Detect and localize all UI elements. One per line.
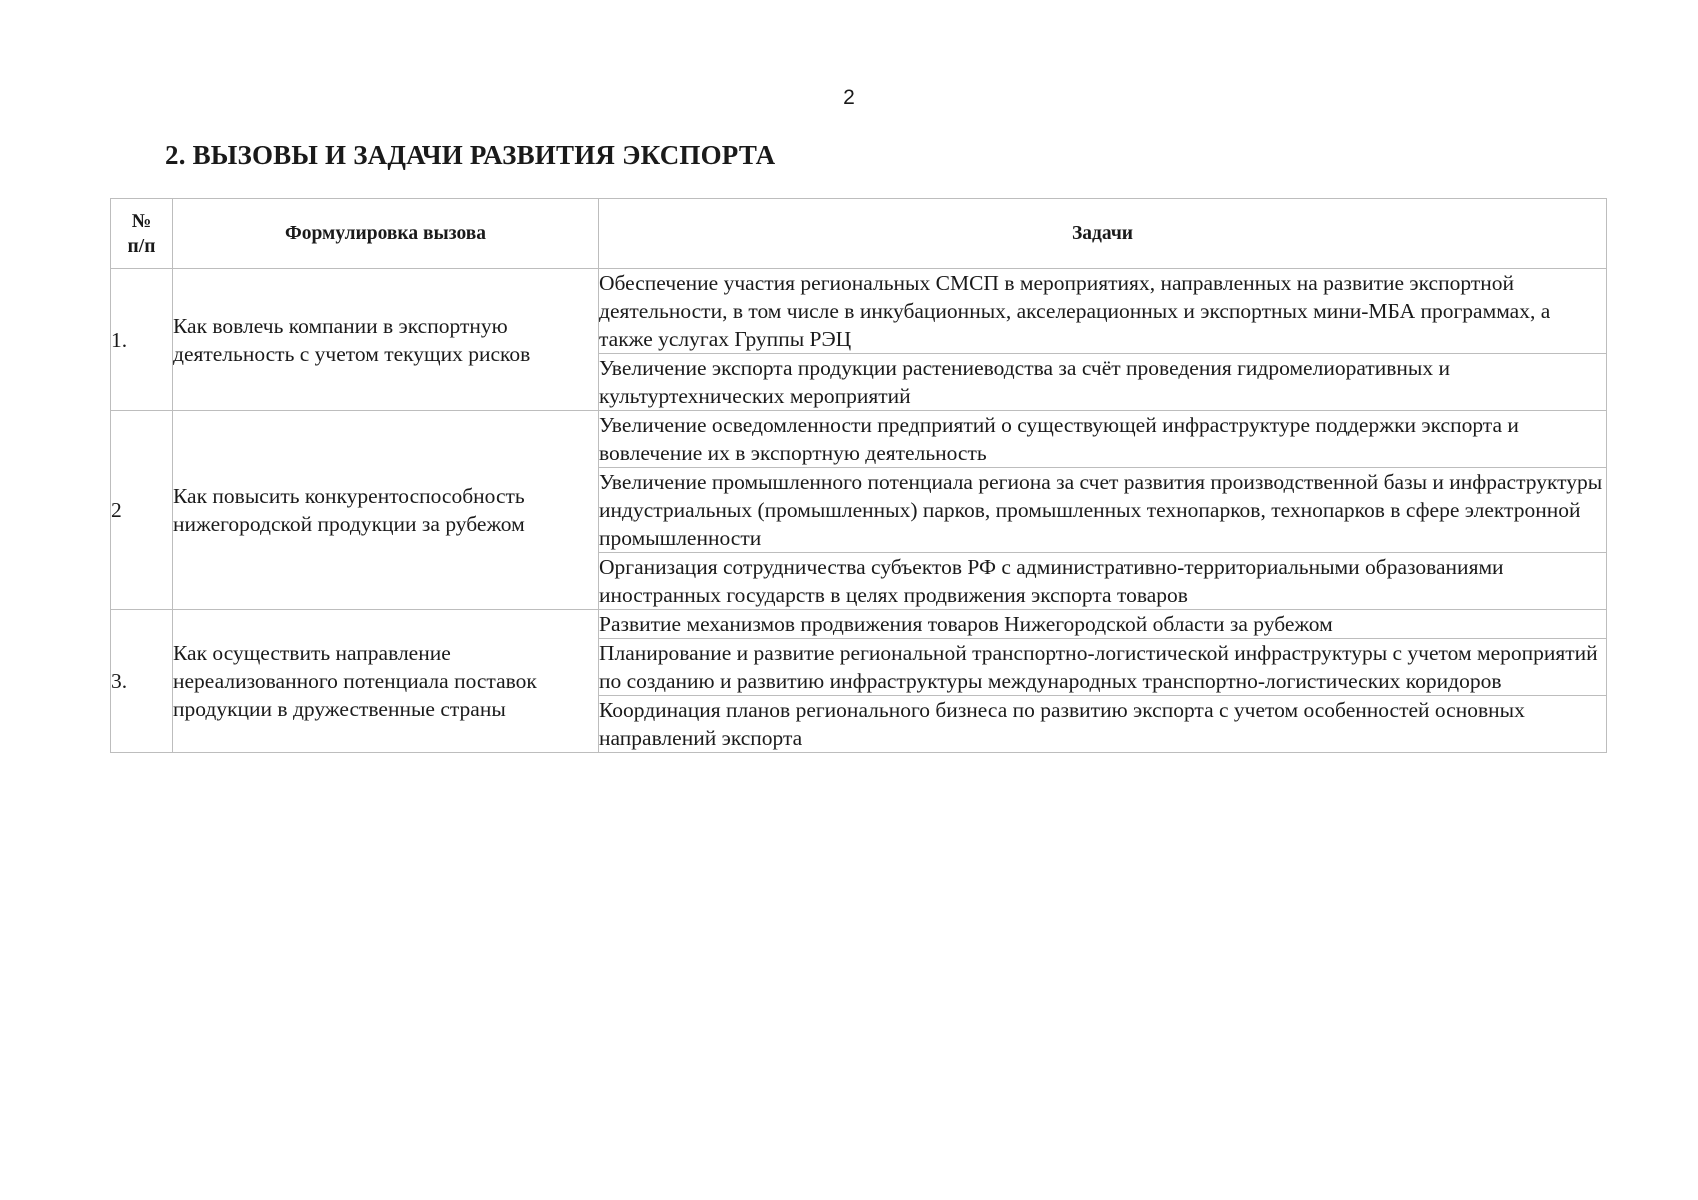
header-number xyxy=(111,199,173,269)
task-cell: Увеличение осведомленности предприятий о существующей инфраструктуре поддержки экспорта и вовлечение их в экспортную деятельность xyxy=(599,411,1607,468)
task-cell: Увеличение промышленного потенциала региона за счет развития производственной базы и инфраструктуры индустриальных (промышленных) парков, промышленных технопарков, технопарков в сфере электронной промышленности xyxy=(599,468,1607,553)
table-row xyxy=(111,411,1607,468)
section-title: 2. ВЫЗОВЫ И ЗАДАЧИ РАЗВИТИЯ ЭКСПОРТА xyxy=(165,140,776,170)
task-cell: Планирование и развитие региональной транспортно-логистической инфраструктуры с учетом мероприятий по созданию и развитию инфраструктуры международных транспортно-логистических коридоров xyxy=(599,639,1607,696)
table-row xyxy=(111,610,1607,639)
table-row xyxy=(111,269,1607,354)
header-challenge: Формулировка вызова xyxy=(173,199,599,269)
task-cell: Обеспечение участия региональных СМСП в мероприятиях, направленных на развитие экспортной деятельности, в том числе в инкубационных, акселерационных и экспортных мини-МБА программах, а также услугах Группы РЭЦ xyxy=(599,269,1607,354)
challenge-cell: Как осуществить направление нереализованного потенциала поставок продукции в дружественные страны xyxy=(173,610,599,753)
task-cell: Увеличение экспорта продукции растениеводства за счёт проведения гидромелиоративных и культуртехнических мероприятий xyxy=(599,354,1607,411)
table-header-row xyxy=(111,199,1607,269)
task-cell: Координация планов регионального бизнеса по развитию экспорта с учетом особенностей основных направлений экспорта xyxy=(599,696,1607,753)
header-number-abbr: п/п xyxy=(127,235,156,257)
challenge-cell: Как повысить конкурентоспособность нижегородской продукции за рубежом xyxy=(173,411,599,610)
challenge-cell: Как вовлечь компании в экспортную деятельность с учетом текущих рисков xyxy=(173,269,599,411)
row-number: 2 xyxy=(111,411,173,610)
header-tasks: Задачи xyxy=(599,199,1607,269)
task-cell: Организация сотрудничества субъектов РФ с административно-территориальными образованиями иностранных государств в целях продвижения экспорта товаров xyxy=(599,553,1607,610)
task-cell: Развитие механизмов продвижения товаров Нижегородской области за рубежом xyxy=(599,610,1607,639)
row-number: 1. xyxy=(111,269,173,411)
challenges-table xyxy=(110,198,1607,753)
header-number-sign: № xyxy=(131,210,152,232)
page-number: 2 xyxy=(843,86,855,109)
row-number: 3. xyxy=(111,610,173,753)
